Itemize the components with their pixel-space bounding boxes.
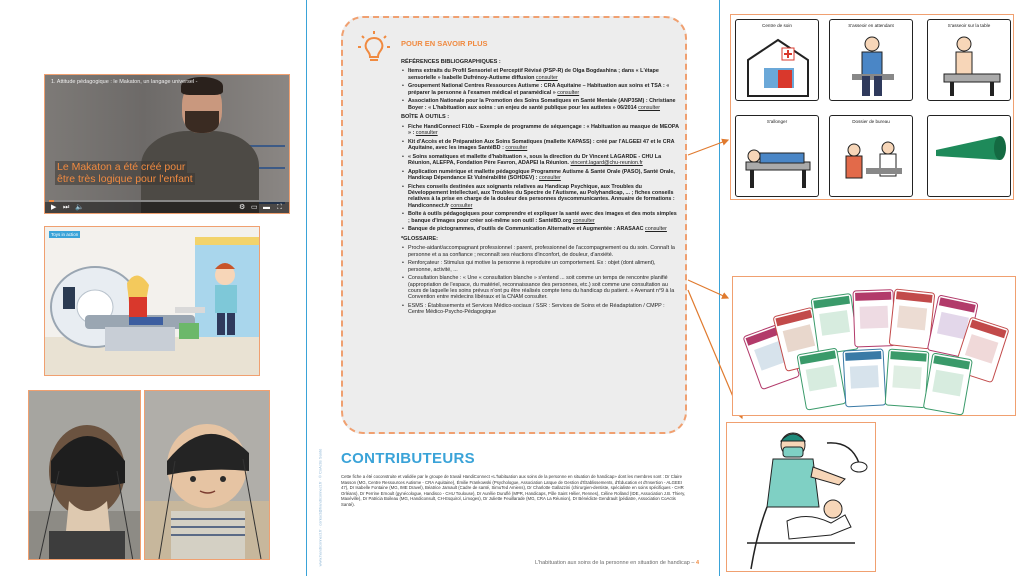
theater-icon[interactable]: ▬ — [263, 204, 270, 211]
tool-text: Fiches conseils destinées aux soignants relatives au Handicap Psychique, aux Troubles du Développement Intellectuel, aux Troubles du Spectre de l'Autisme, au Polyhandicap, ... ; fiches conseils relatives à la prise en charge de la douleur des personnes dyscommunicantes. Annuaire de formations : Handiconnect.fr — [408, 183, 675, 209]
tool-text: « Soins somatiques et mallette d'habituation », sous la direction du Dr Vincent LAGARDE - CHU La Réunion, ALEFPA, Fondation Père Favron, ADAPEI la Réunion. — [408, 153, 662, 167]
ref-text: Groupement National Centres Ressources Autisme : CRA Aquitaine – Habituation aux soins et TSA : « préparer la personne à l'examen médical et paramédical » — [408, 83, 670, 96]
arrow-to-cards — [688, 280, 728, 298]
contributors-title: CONTRIBUTEURS — [341, 450, 475, 467]
footer-text: L'habituation aux soins de la personne en situation de handicap – — [534, 560, 695, 566]
tool-text: Kit d'Accès et de Préparation Aux Soins Somatiques (mallette KAPASS) : créé par l'ALGEEI 47 et le CRA Aquitaine, avec les images SantéBD : — [408, 138, 675, 152]
picto-office — [829, 115, 913, 197]
glossary-heading: *GLOSSAIRE: — [401, 235, 438, 242]
tool-link[interactable]: consulter — [572, 217, 595, 224]
picto-label: S'allonger — [766, 119, 788, 124]
video-caption-line-1: Le Makaton a été créé pour — [57, 161, 186, 173]
lie-down-icon — [738, 126, 818, 196]
ref-text: Association Nationale pour la Promotion des Soins Somatiques en Santé Mentale (ANP3SM) : Christiane Boyer : « L'habituation aux soins : un enjeu de santé publique pour les autistes » 06/2014 — [408, 98, 676, 111]
speculum-icon — [930, 126, 1010, 196]
picture-cards-photo — [732, 276, 1016, 416]
picture-cards-illustration — [733, 277, 1017, 417]
picto-label: S'asseoir en attendant — [848, 23, 894, 28]
dentist-drawing — [726, 422, 876, 572]
picto-label: S'asseoir sur la table — [947, 23, 991, 28]
play-icon[interactable]: ▶ — [51, 204, 57, 211]
section-title: POUR EN SAVOIR PLUS — [401, 39, 488, 48]
picto-label: Centre de soin — [762, 23, 792, 28]
sit-table-icon — [930, 30, 1010, 100]
tools-heading: BOÎTE À OUTILS : — [401, 114, 450, 121]
fullscreen-icon[interactable]: ⛶ — [277, 204, 282, 211]
video-title: 1. Attitude pédagogique : le Makaton, un langage universel - — [51, 79, 198, 85]
next-icon[interactable]: ⏭ — [63, 204, 70, 211]
refs-heading: RÉFÉRENCES BIBLIOGRAPHIQUES : — [401, 59, 501, 65]
picto-lie-down — [735, 115, 819, 197]
sit-waiting-icon — [832, 30, 912, 100]
video-caption-line-2: être très logique pour l'enfant — [57, 173, 193, 185]
glossary-text: Consultation blanche : « Une « consultation blanche » s'entend ... soit comme un temps de rencontre planifié (appropriation de l'espace, du matériel, reconnaissance des personnes, etc.) soit comme une consultation au cours de laquelle les soins prévus n'ont pu être réalisés compte tenu du handicap du patient. » Avenant n°9 à la Convention entre médecins libéraux et la CNAM consulter. — [408, 275, 675, 301]
volume-icon[interactable]: 🔈 — [75, 204, 84, 211]
miniplayer-icon[interactable]: ▭ — [251, 204, 258, 211]
pictogram-grid — [730, 14, 1014, 200]
page-number: 4 — [695, 560, 699, 566]
tool-text: Boîte à outils pédagogiques pour comprendre et expliquer la santé avec des images et des mots simples ; banque d'images pour créer soi-même son outil : SantéBD.org — [408, 211, 677, 224]
tool-text: Banque de pictogrammes, d'outils de Communication Alternative et Augmentée : ARASAAC — [408, 226, 646, 233]
picto-label: Dossier de bureau — [852, 119, 890, 124]
tool-link[interactable]: vincent.lagard@chu-reunion.fr — [570, 160, 643, 167]
office-icon — [832, 126, 912, 196]
tool-text: Fiche HandiConnect F10b – Exemple de programme de séquençage : « Habituation au masque de MEOPA » : — [408, 123, 679, 137]
tool-link[interactable]: consulter — [539, 175, 561, 182]
settings-icon[interactable]: ⚙ — [239, 204, 246, 211]
ref-text: Items extraits du Profil Sensoriel et Perceptif Révisé (PSP-R) de Olga Bogdashina ; dans « L'étape sensorielle » Isabelle Dufrénoy-Autisme diffusion — [408, 68, 659, 81]
side-credit: www.handiconnect.fr · contact@handiconnect.fr · © CoActis Santé — [317, 448, 323, 567]
ref-link[interactable]: consulter — [557, 89, 580, 96]
tool-text: Application numérique et mallette pédagogique Programme Autisme & Santé Orale (PASO), Santé Orale, Handicap Dépendance Et Vulnérabilité (SOHDEV) : — [408, 168, 675, 182]
glossary-text: Proche-aidant/accompagnant professionnel : parent, professionnel de l'accompagnement ou du soin. Connaît la personne et a sa confiance ; reconnaît ses réactions d'inconfort, de douleur, d'anxiété. — [408, 245, 675, 258]
tool-link[interactable]: consulter — [450, 202, 473, 209]
ref-link[interactable]: consulter — [535, 74, 558, 81]
tool-link[interactable]: consulter — [645, 226, 667, 233]
tool-link[interactable]: consulter — [505, 145, 528, 152]
contributors-text: Cette fiche a été coconstruite et validée par le groupe de travail HandiConnect «L'habituation aux soins de la personne en situation de handicap» dont les membres sont : Dr Claire Masson (MG, Centre Ressources Autisme - CRA Aquitaine), Émilie Frankowski (Psychologue, Association Laïque de Gestion d'Établissements, d'Éducation et d'Insertion - ALGEEI 47), Dr Isabelle Fontaine (MG, IME Dravel), Béatrice Jamault (Cadre de santé, SimuTed Amiens), Dr Charlotte Gallazzini (chirurgien-dentiste, spécialiste en soins spécifiques - CHR Orléans), Dr Perrine Ernoult (gynécologue, Handisco - CHU Toulouse), Dr Aurélie Duruflé (MPR, Handicaps, Pôle Saint Hélier, Rennes), Céline Rolland (IDE, Association J.B. Thiery, Maxéville), Dr Patricia Boileau (MG, Handiconsult, CH-Esquirol, Limoges), Dr Juliette Feuillarade (MG, CRA La Réunion), Dr Bénédicte Gendrault (pédiatre, Association CoActis Santé). — [341, 474, 686, 507]
glossary-text: Renforçateur : Stimulus qui motive la personne à reproduire un comportement. Ex : objet (dont aliment), personne, activité, ... — [408, 260, 656, 273]
health-center-icon — [738, 30, 818, 100]
tool-link[interactable]: consulter — [415, 130, 438, 137]
glossary-text: ESMS : Établissements et Services Médico-sociaux / SSR : Services de Soins et de Réadaptation / CMPP : Centre Médico-Psycho-Pédagogique — [408, 303, 665, 316]
toy-label: Toys in action — [51, 232, 79, 237]
picto-sit-table — [927, 19, 1011, 101]
ref-link[interactable]: consulter — [638, 104, 661, 111]
arrow-to-pictograms — [688, 140, 728, 155]
picto-speculum — [927, 115, 1011, 197]
picto-health-center — [735, 19, 819, 101]
picto-sit-waiting — [829, 19, 913, 101]
dentist-illustration — [727, 423, 877, 573]
